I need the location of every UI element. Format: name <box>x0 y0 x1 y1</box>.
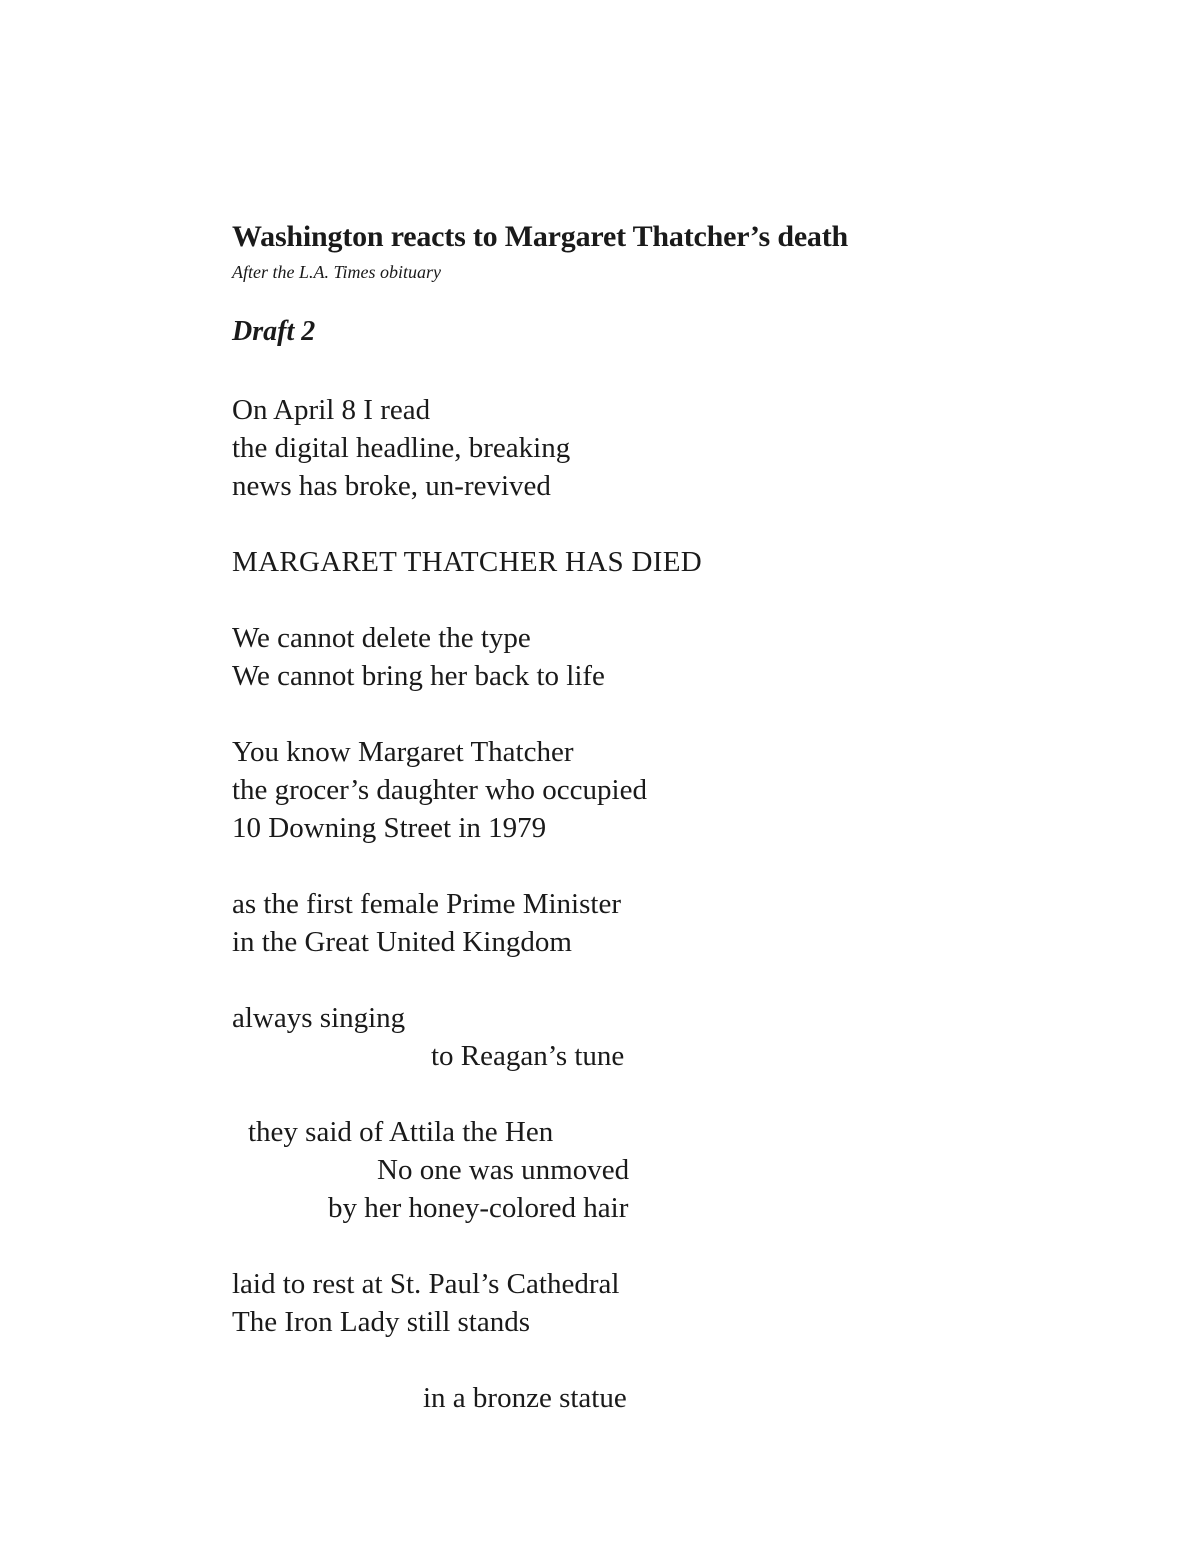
poem-line: as the first female Prime Minister <box>232 888 621 920</box>
poem-line: The Iron Lady still stands <box>232 1306 531 1338</box>
poem-line: news has broke, un-revived <box>232 470 551 502</box>
poem-line-indented: they said of Attila the Hen <box>248 1116 554 1148</box>
poem-line: the digital headline, breaking <box>232 432 571 464</box>
poem-line: in the Great United Kingdom <box>232 926 572 958</box>
poem-line: We cannot bring her back to life <box>232 660 605 692</box>
poem-line: You know Margaret Thatcher <box>232 736 574 768</box>
poem-line: 10 Downing Street in 1979 <box>232 812 547 844</box>
poem-line-indented: No one was unmoved <box>377 1154 630 1186</box>
poem-title: Washington reacts to Margaret Thatcher’s death <box>232 220 849 253</box>
poem-line: We cannot delete the type <box>232 622 531 654</box>
poem-line-indented: by her honey-colored hair <box>328 1192 629 1224</box>
draft-label: Draft 2 <box>232 316 316 347</box>
poem-line: the grocer’s daughter who occupied <box>232 774 647 806</box>
poem-headline-line: MARGARET THATCHER HAS DIED <box>232 546 702 578</box>
poem-line: laid to rest at St. Paul’s Cathedral <box>232 1268 620 1300</box>
poem-line: always singing <box>232 1002 406 1034</box>
poem-line: On April 8 I read <box>232 394 431 426</box>
poem-line-indented: to Reagan’s tune <box>431 1040 625 1072</box>
poem-subtitle: After the L.A. Times obituary <box>232 262 441 282</box>
poem-line-indented: in a bronze statue <box>423 1382 627 1414</box>
